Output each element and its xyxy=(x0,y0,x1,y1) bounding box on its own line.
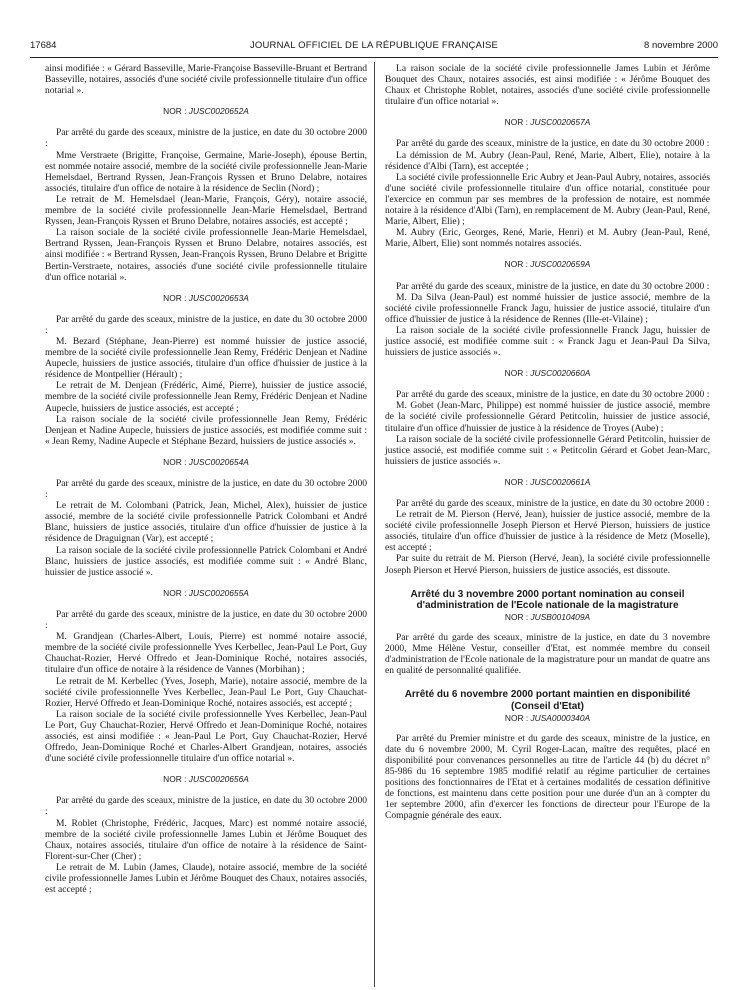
paragraph: M. Da Silva (Jean-Paul) est nommé huissier de justice associé, membre de la société civile professionnelle Franck Jagu, huissier de justice associé, titulaire d'un office d'huissier de justice à la résidence de Rennes (Ille-et-Vilaine) ; xyxy=(385,291,710,325)
decree-title: Arrêté du 6 novembre 2000 portant maintien en disponibilité (Conseil d'Etat) xyxy=(404,689,691,712)
nor-code: JUSC0020652A xyxy=(188,106,249,117)
nor-code: JUSC0020654A xyxy=(188,456,249,467)
nor-label: NOR : xyxy=(504,476,531,487)
paragraph: La démission de M. Aubry (Jean-Paul, René, Marie, Albert, Elie), notaire à la résidence d'Albi (Tarn), est acceptée ; xyxy=(385,149,710,172)
paragraph: Par arrêté du garde des sceaux, ministre de la justice, en date du 30 octobre 2000 : xyxy=(396,498,710,509)
paragraph: Par arrêté du garde des sceaux, ministre de la justice, en date du 30 octobre 2000 : xyxy=(45,313,367,336)
nor-code: JUSC0020656A xyxy=(188,774,249,785)
paragraph: ainsi modifiée : « Gérard Basseville, Marie-Françoise Basseville-Bruant et Bertrand Basseville, notaires, associés d'une société civile professionnelle titulaire d'un office notarial ». xyxy=(45,63,367,97)
paragraph: Par arrêté du garde des sceaux, ministre de la justice, en date du 30 octobre 2000 : xyxy=(396,389,710,401)
paragraph: Le retrait de M. Lubin (James, Claude), notaire associé, membre de la société civile professionnelle James Lubin et Jérôme Bouquet des Chaux, notaires associés, est accepté ; xyxy=(45,861,367,896)
left-column xyxy=(45,63,367,895)
paragraph: La raison sociale de la société civile professionnelle James Lubin et Jérôme Bouquet des Chaux, notaires associés, est ainsi modifiée : « Jérôme Bouquet des Chaux et Christophe Roblet, notaires, associés d'une société civile professionnelle titulaire d'un office notarial ». xyxy=(385,63,710,108)
paragraph: La société civile professionnelle Eric Aubry et Jean-Paul Aubry, notaires, associés d'une société civile professionnelle titulaire d'un office notarial, constituée pour l'exercice en commun par ses membres de la profession de notaire, est nommée notaire à la résidence d'Albi (Tarn), en remplacement de M. Aubry (Jean-Paul, René, Marie, Albert, Elie) ; xyxy=(385,171,710,228)
paragraph: La raison sociale de la société civile professionnelle Jean-Marie Hemelsdael, Bertrand Ryssen, Jean-François Ryssen et Bruno Delabre, notaires associés, est ainsi modifiée : « Bertrand Ryssen, Jean-François Ryssen, Bruno Delabre et Brigitte Bertin-Verstraete, notaires, associés d'une société civile professionnelle titulaire d'un office notarial ». xyxy=(45,227,367,283)
paragraph: La raison sociale de la société civile professionnelle Jean Remy, Frédéric Denjean et Nadine Aupecle, huissiers de justice associés, est modifiée comme suit : « Jean Remy, Nadine Aupecle et Stéphane Bezard, huissiers de justice associés ». xyxy=(45,413,367,447)
paragraph: La raison sociale de la société civile professionnelle Gérard Petitcolin, huissier de justice associé, est modifiée comme suit : « Petitcolin Gérard et Gobet Jean-Marc, huissiers de justice associés ». xyxy=(385,433,710,467)
nor-label: NOR : xyxy=(163,456,189,467)
header-rule xyxy=(30,57,718,58)
issue-date: 8 novembre 2000 xyxy=(644,40,718,51)
paragraph: Par suite du retrait de M. Pierson (Hervé, Jean), la société civile professionnelle Joseph Pierson et Hervé Pierson, huissiers de justice associés, est dissoute. xyxy=(385,553,710,576)
paragraph: Par arrêté du garde des sceaux, ministre de la justice, en date du 30 octobre 2000 : xyxy=(45,478,367,501)
paragraph: M. Roblet (Christophe, Frédéric, Jacques, Marc) est nommé notaire associé, membre de la société civile professionnelle James Lubin et Jérôme Bouquet des Chaux, notaires associés, titulaire d'un office de notaire à la résidence de Saint-Florent-sur-Cher (Cher) ; xyxy=(45,817,367,862)
paragraph: M. Grandjean (Charles-Albert, Louis, Pierre) est nommé notaire associé, membre de la société civile professionnelle Yves Kerbellec, Jean-Paul Le Port, Guy Chauchat-Rozier, Hervé Offredo et Jean-Dominique Roché, notaires associés, titulaire d'un office de notaire à la résidence de Vannes (Morbihan) ; xyxy=(45,631,367,676)
nor-reference xyxy=(45,588,367,599)
nor-code: JUSB0010409A xyxy=(530,611,591,622)
nor-reference xyxy=(385,477,710,488)
nor-reference xyxy=(45,293,367,304)
nor-reference xyxy=(385,368,710,379)
nor-label: NOR : xyxy=(163,587,189,598)
paragraph: La raison sociale de la société civile professionnelle Patrick Colombani et André Blanc, huissiers de justice associés, est modifiée comme suit : « André Blanc, huissier de justice associé ». xyxy=(45,544,367,578)
nor-label: NOR : xyxy=(504,712,531,723)
paragraph: Le retrait de M. Kerbellec (Yves, Joseph, Marie), notaire associé, membre de la société civile professionnelle Yves Kerbellec, Jean-Paul Le Port, Guy Chauchat-Rozier, Hervé Offredo et Jean-Dominique Roché, notaires associés, est accepté ; xyxy=(45,675,367,709)
paragraph: Le retrait de M. Hemelsdael (Jean-Marie, François, Géry), notaire associé, membre de la société civile professionnelle Jean-Marie Hemelsdael, Bertrand Ryssen, Jean-François Ryssen et Bruno Delabre, notaires associés, est accepté ; xyxy=(45,193,367,228)
nor-label: NOR : xyxy=(163,292,189,303)
nor-code: JUSC0020655A xyxy=(188,587,249,598)
nor-reference xyxy=(385,713,710,724)
page-number: 17684 xyxy=(30,40,57,51)
nor-reference xyxy=(385,259,710,270)
paragraph: Par arrêté du garde des sceaux, ministre de la justice, en date du 3 novembre 2000, Mme Hélène Vestur, conseiller d'Etat, est nommée membre du conseil d'administration de l'Ecole nationale de la magistrature pour un mandat de quatre ans en qualité de personnalité qualifiée. xyxy=(385,631,710,677)
nor-code: JUSC0020661A xyxy=(530,476,591,487)
nor-reference xyxy=(45,457,367,468)
nor-label: NOR : xyxy=(163,106,189,117)
paragraph: M. Aubry (Eric, Georges, René, Marie, Henri) et M. Aubry (Jean-Paul, René, Marie, Albert, Elie) sont nommés notaires associés. xyxy=(385,227,710,250)
nor-reference xyxy=(385,612,710,623)
page-header xyxy=(30,40,718,54)
nor-code: JUSC0020657A xyxy=(530,117,591,128)
journal-title: JOURNAL OFFICIEL DE LA RÉPUBLIQUE FRANÇAISE xyxy=(249,40,499,51)
nor-label: NOR : xyxy=(504,117,531,128)
paragraph: Le retrait de M. Denjean (Frédéric, Aimé, Pierre), huissier de justice associé, membre de la société civile professionnelle Jean Remy, Frédéric Denjean et Nadine Aupecle, huissiers de justice associés, est accepté ; xyxy=(45,380,367,414)
paragraph: Par arrêté du garde des sceaux, ministre de la justice, en date du 30 octobre 2000 : xyxy=(396,280,710,292)
decree-title: Arrêté du 3 novembre 2000 portant nomination au conseil d'administration de l'Ecole nationale de la magistrature xyxy=(410,588,685,612)
paragraph: La raison sociale de la société civile professionnelle Yves Kerbellec, Jean-Paul Le Port, Guy Chauchat-Rozier, Hervé Offredo et Jean-Dominique Roché, notaires associés, est ainsi modifiée : « Jean-Paul Le Port, Guy Chauchat-Rozier, Hervé Offredo, Jean-Dominique Roché et Charles-Albert Grandjean, notaires, associés d'une société civile professionnelle titulaire d'un office notarial ». xyxy=(45,708,367,765)
paragraph: Par arrêté du garde des sceaux, ministre de la justice, en date du 30 octobre 2000 : xyxy=(45,608,367,632)
paragraph: M. Gobet (Jean-Marc, Philippe) est nommé huissier de justice associé, membre de la société civile professionnelle Gérard Petitcolin, huissier de justice associé, titulaire d'un office d'huissier de justice à la résidence de Troyes (Aube) ; xyxy=(385,400,710,434)
paragraph: M. Bezard (Stéphane, Jean-Pierre) est nommé huissier de justice associé, membre de la société civile professionnelle Jean Remy, Frédéric Denjean et Nadine Aupecle, huissiers de justice associés, titulaire d'un office d'huissier de justice à la résidence de Montpellier (Hérault) ; xyxy=(45,335,367,381)
paragraph: Par arrêté du garde des sceaux, ministre de la justice, en date du 30 octobre 2000 : xyxy=(45,127,367,150)
paragraph: La raison sociale de la société civile professionnelle Franck Jagu, huissier de justice associé, est modifiée comme suit : « Franck Jagu et Jean-Paul Da Silva, huissiers de justice associés ». xyxy=(385,324,710,359)
paragraph: Par arrêté du garde des sceaux, ministre de la justice, en date du 30 octobre 2000 : xyxy=(45,795,367,818)
nor-label: NOR : xyxy=(504,368,531,379)
paragraph: Mme Verstraete (Brigitte, Françoise, Germaine, Marie-Joseph), épouse Bertin, est nommée notaire associé, membre de la société civile professionnelle Jean-Marie Hemelsdael, Bertrand Ryssen, Jean-François Ryssen et Bruno Delabre, notaires associés, titulaire d'un office de notaire à la résidence de Seclin (Nord) ; xyxy=(45,149,367,194)
nor-label: NOR : xyxy=(504,259,531,270)
nor-reference xyxy=(45,774,367,785)
paragraph: Le retrait de M. Pierson (Hervé, Jean), huissier de justice associé, membre de la société civile professionnelle Joseph Pierson et Hervé Pierson, huissiers de justice associés, titulaire d'un office d'huissier de justice à la résidence de Metz (Moselle), est accepté ; xyxy=(385,509,710,554)
paragraph: Par arrêté du garde des sceaux, ministre de la justice, en date du 30 octobre 2000 : xyxy=(396,138,710,150)
right-column xyxy=(385,63,710,821)
paragraph: Le retrait de M. Colombani (Patrick, Jean, Michel, Alex), huissier de justice associé, membre de la société civile professionnelle Patrick Colombani et André Blanc, huissiers de justice associés, titulaire d'un office d'huissier de justice à la résidence de Draguignan (Var), est accepté ; xyxy=(45,500,367,545)
nor-label: NOR : xyxy=(163,774,189,785)
nor-label: NOR : xyxy=(504,611,531,622)
nor-code: JUSC0020660A xyxy=(530,368,591,379)
paragraph: Par arrêté du Premier ministre et du garde des sceaux, ministre de la justice, en date du 6 novembre 2000, M. Cyril Roger-Lacan, maître des requêtes, placé en disponibilité pour convenances personnelles au titre de l'article 44 (b) du décret n° 85-986 du 16 septembre 1985 modifié relatif au régime particulier de certaines positions des fonctionnaires de l'Etat et à certaines modalités de cessation définitive de fonctions, est maintenu dans cette position pour une durée d'un an à compter du 1er septembre 2000, afin d'exercer les fonctions de directeur pour l'Europe de la Compagnie générale des eaux. xyxy=(385,732,710,822)
nor-reference xyxy=(45,106,367,117)
nor-code: JUSC0020659A xyxy=(530,259,591,270)
nor-code: JUSA0000340A xyxy=(530,712,591,723)
nor-code: JUSC0020653A xyxy=(188,292,249,303)
column-divider xyxy=(374,62,375,987)
nor-reference xyxy=(385,117,710,128)
